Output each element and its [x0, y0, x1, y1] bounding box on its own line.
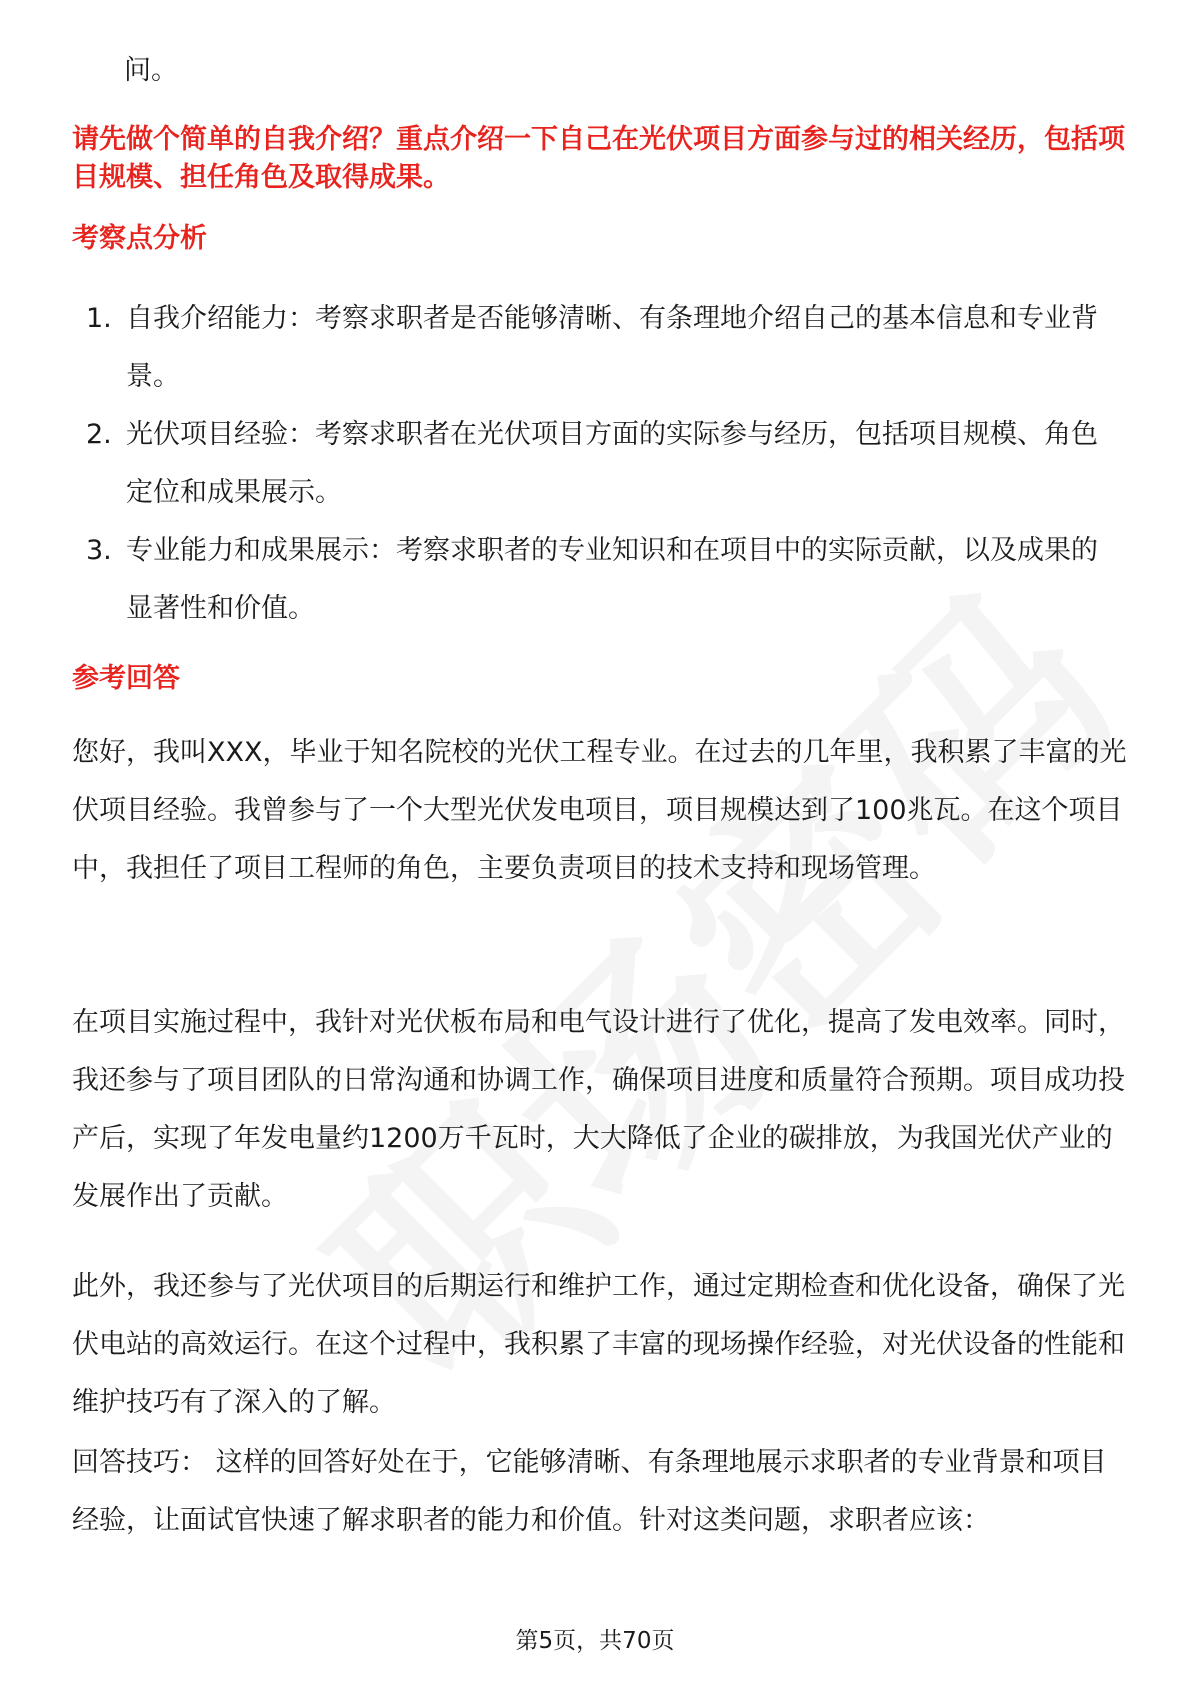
analysis-heading: 考察点分析 [72, 223, 207, 254]
list-number: 1. [86, 303, 112, 334]
answer-paragraph: 此外，我还参与了光伏项目的后期运行和维护工作，通过定期检查和优化设备，确保了光伏电站的高效运行。在这个过程中，我积累了丰富的现场操作经验，对光伏设备的性能和维护技巧有了深入的了解。 [72, 1271, 1125, 1418]
analysis-point-text: 自我介绍能力：考察求职者是否能够清晰、有条理地介绍自己的基本信息和专业背景。 [126, 303, 1098, 392]
analysis-point [72, 406, 1122, 522]
analysis-points-list [72, 290, 1122, 638]
answer-heading: 参考回答 [72, 663, 180, 694]
interview-question: 请先做个简单的自我介绍？重点介绍一下自己在光伏项目方面参与过的相关经历，包括项目规模、担任角色及取得成果。 [72, 124, 1125, 193]
analysis-point [72, 522, 1122, 638]
answer-paragraph: 在项目实施过程中，我针对光伏板布局和电气设计进行了优化，提高了发电效率。同时，我还参与了项目团队的日常沟通和协调工作，确保项目进度和质量符合预期。项目成功投产后，实现了年发电量约1200万千瓦时，大大降低了企业的碳排放，为我国光伏产业的发展作出了贡献。 [72, 1007, 1125, 1212]
continued-text-fragment: 问。 [124, 55, 178, 86]
analysis-point-text: 光伏项目经验：考察求职者在光伏项目方面的实际参与经历，包括项目规模、角色定位和成果展示。 [126, 419, 1098, 508]
answer-tips-paragraph: 回答技巧： 这样的回答好处在于，它能够清晰、有条理地展示求职者的专业背景和项目经验，让面试官快速了解求职者的能力和价值。针对这类问题，求职者应该： [72, 1447, 1107, 1536]
analysis-point [72, 290, 1122, 406]
list-number: 3. [86, 535, 112, 566]
list-number: 2. [86, 419, 112, 450]
page-number: 第5页，共70页 [515, 1628, 675, 1654]
analysis-point-text: 专业能力和成果展示：考察求职者的专业知识和在项目中的实际贡献，以及成果的显著性和价值。 [126, 535, 1098, 624]
answer-paragraph: 您好，我叫XXX，毕业于知名院校的光伏工程专业。在过去的几年里，我积累了丰富的光伏项目经验。我曾参与了一个大型光伏发电项目，项目规模达到了100兆瓦。在这个项目中，我担任了项目工程师的角色，主要负责项目的技术支持和现场管理。 [72, 737, 1127, 884]
